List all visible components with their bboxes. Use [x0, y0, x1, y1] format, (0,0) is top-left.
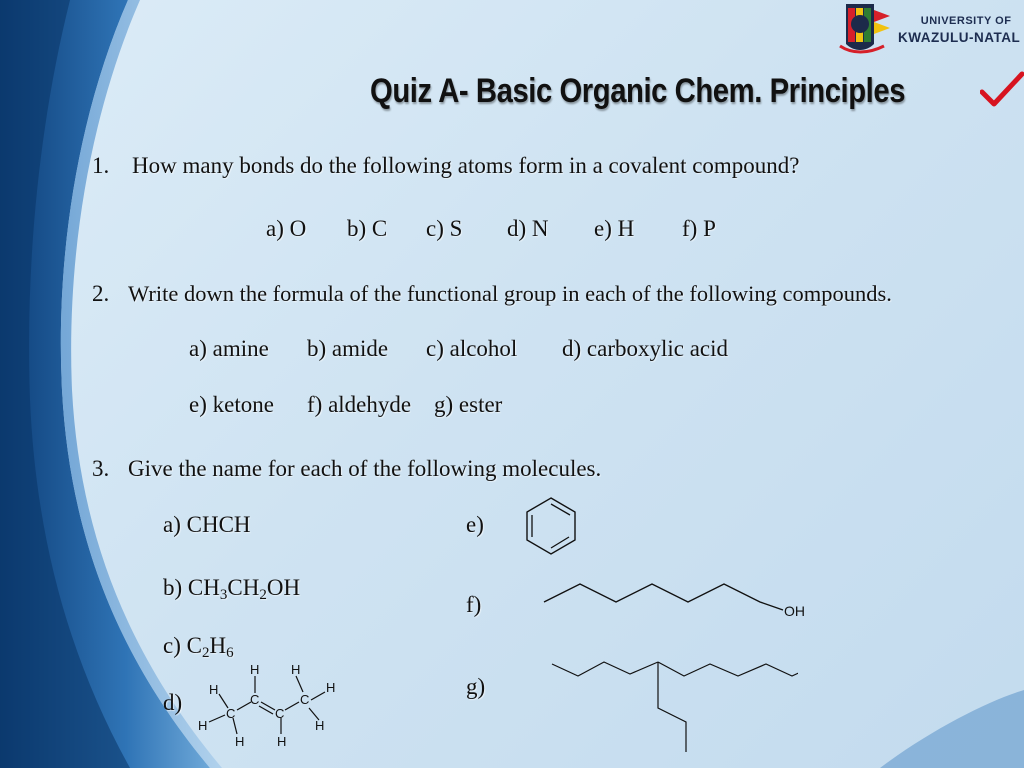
q1-text: How many bonds do the following atoms form in a covalent compound?	[132, 153, 800, 178]
q3-d: d)	[163, 690, 183, 715]
q3-c	[163, 633, 234, 659]
q3-text: Give the name for each of the following molecules.	[128, 456, 602, 481]
q1-option: a) O	[266, 216, 307, 241]
q3-c-part: H	[209, 633, 227, 658]
molecule-e-benzene	[520, 494, 582, 558]
molecule-d-structure	[195, 660, 345, 752]
q1-option: b) C	[347, 216, 388, 241]
atom-label: H	[235, 734, 245, 749]
q3-c-sub: 6	[226, 645, 234, 661]
atom-label: C	[275, 706, 285, 721]
q3-e: e)	[466, 512, 484, 537]
atom-label: H	[250, 662, 260, 677]
q2-option: a) amine	[189, 336, 269, 361]
university-shield-logo	[836, 0, 896, 58]
q2-option: e) ketone	[189, 392, 274, 417]
molecule-f-skeletal	[540, 578, 810, 618]
university-line2: KWAZULU-NATAL	[898, 30, 1021, 45]
q3-b-sub: 2	[259, 587, 267, 603]
q1-option: f) P	[682, 216, 716, 241]
q2-option: b) amide	[307, 336, 389, 361]
atom-label: C	[250, 692, 260, 707]
q3-b-part: CH	[227, 575, 260, 600]
atom-label: C	[226, 706, 236, 721]
checkmark-icon	[980, 70, 1024, 110]
q3-number: 3.	[92, 456, 110, 481]
q2-option: f) aldehyde	[307, 392, 412, 417]
university-name	[898, 16, 1020, 45]
q3-g: g)	[466, 674, 486, 699]
q3-b	[163, 575, 300, 601]
atom-label: H	[326, 680, 336, 695]
q1-number: 1.	[92, 153, 110, 178]
atom-label: H	[277, 734, 287, 749]
q2-text: Write down the formula of the functional group in each of the following compounds.	[128, 281, 892, 306]
q2-option: c) alcohol	[426, 336, 518, 361]
atom-label: C	[300, 692, 310, 707]
molecule-g-skeletal	[548, 648, 798, 756]
university-line1: UNIVERSITY OF	[920, 15, 1012, 27]
q1-option: e) H	[594, 216, 635, 241]
q3-c-part: c) C	[163, 633, 202, 658]
slide-title: Quiz A- Basic Organic Chem. Principles	[370, 72, 906, 110]
q3-f: f)	[466, 592, 482, 617]
q2-option: g) ester	[434, 392, 503, 417]
q3-c-sub: 2	[201, 645, 210, 661]
hydroxyl-label: OH	[784, 603, 805, 618]
atom-label: H	[315, 718, 325, 733]
q3-b-part: OH	[266, 575, 301, 600]
atom-label: H	[198, 718, 208, 733]
q3-a: a) CHCH	[163, 512, 251, 537]
q1-option: d) N	[507, 216, 549, 241]
q2-option: d) carboxylic acid	[562, 336, 729, 361]
q1-option: c) S	[426, 216, 463, 241]
atom-label: H	[291, 662, 301, 677]
atom-label: H	[209, 682, 219, 697]
q2-number: 2.	[92, 281, 110, 306]
q3-b-part: b) CH	[163, 575, 220, 600]
q3-b-sub: 3	[219, 587, 228, 603]
